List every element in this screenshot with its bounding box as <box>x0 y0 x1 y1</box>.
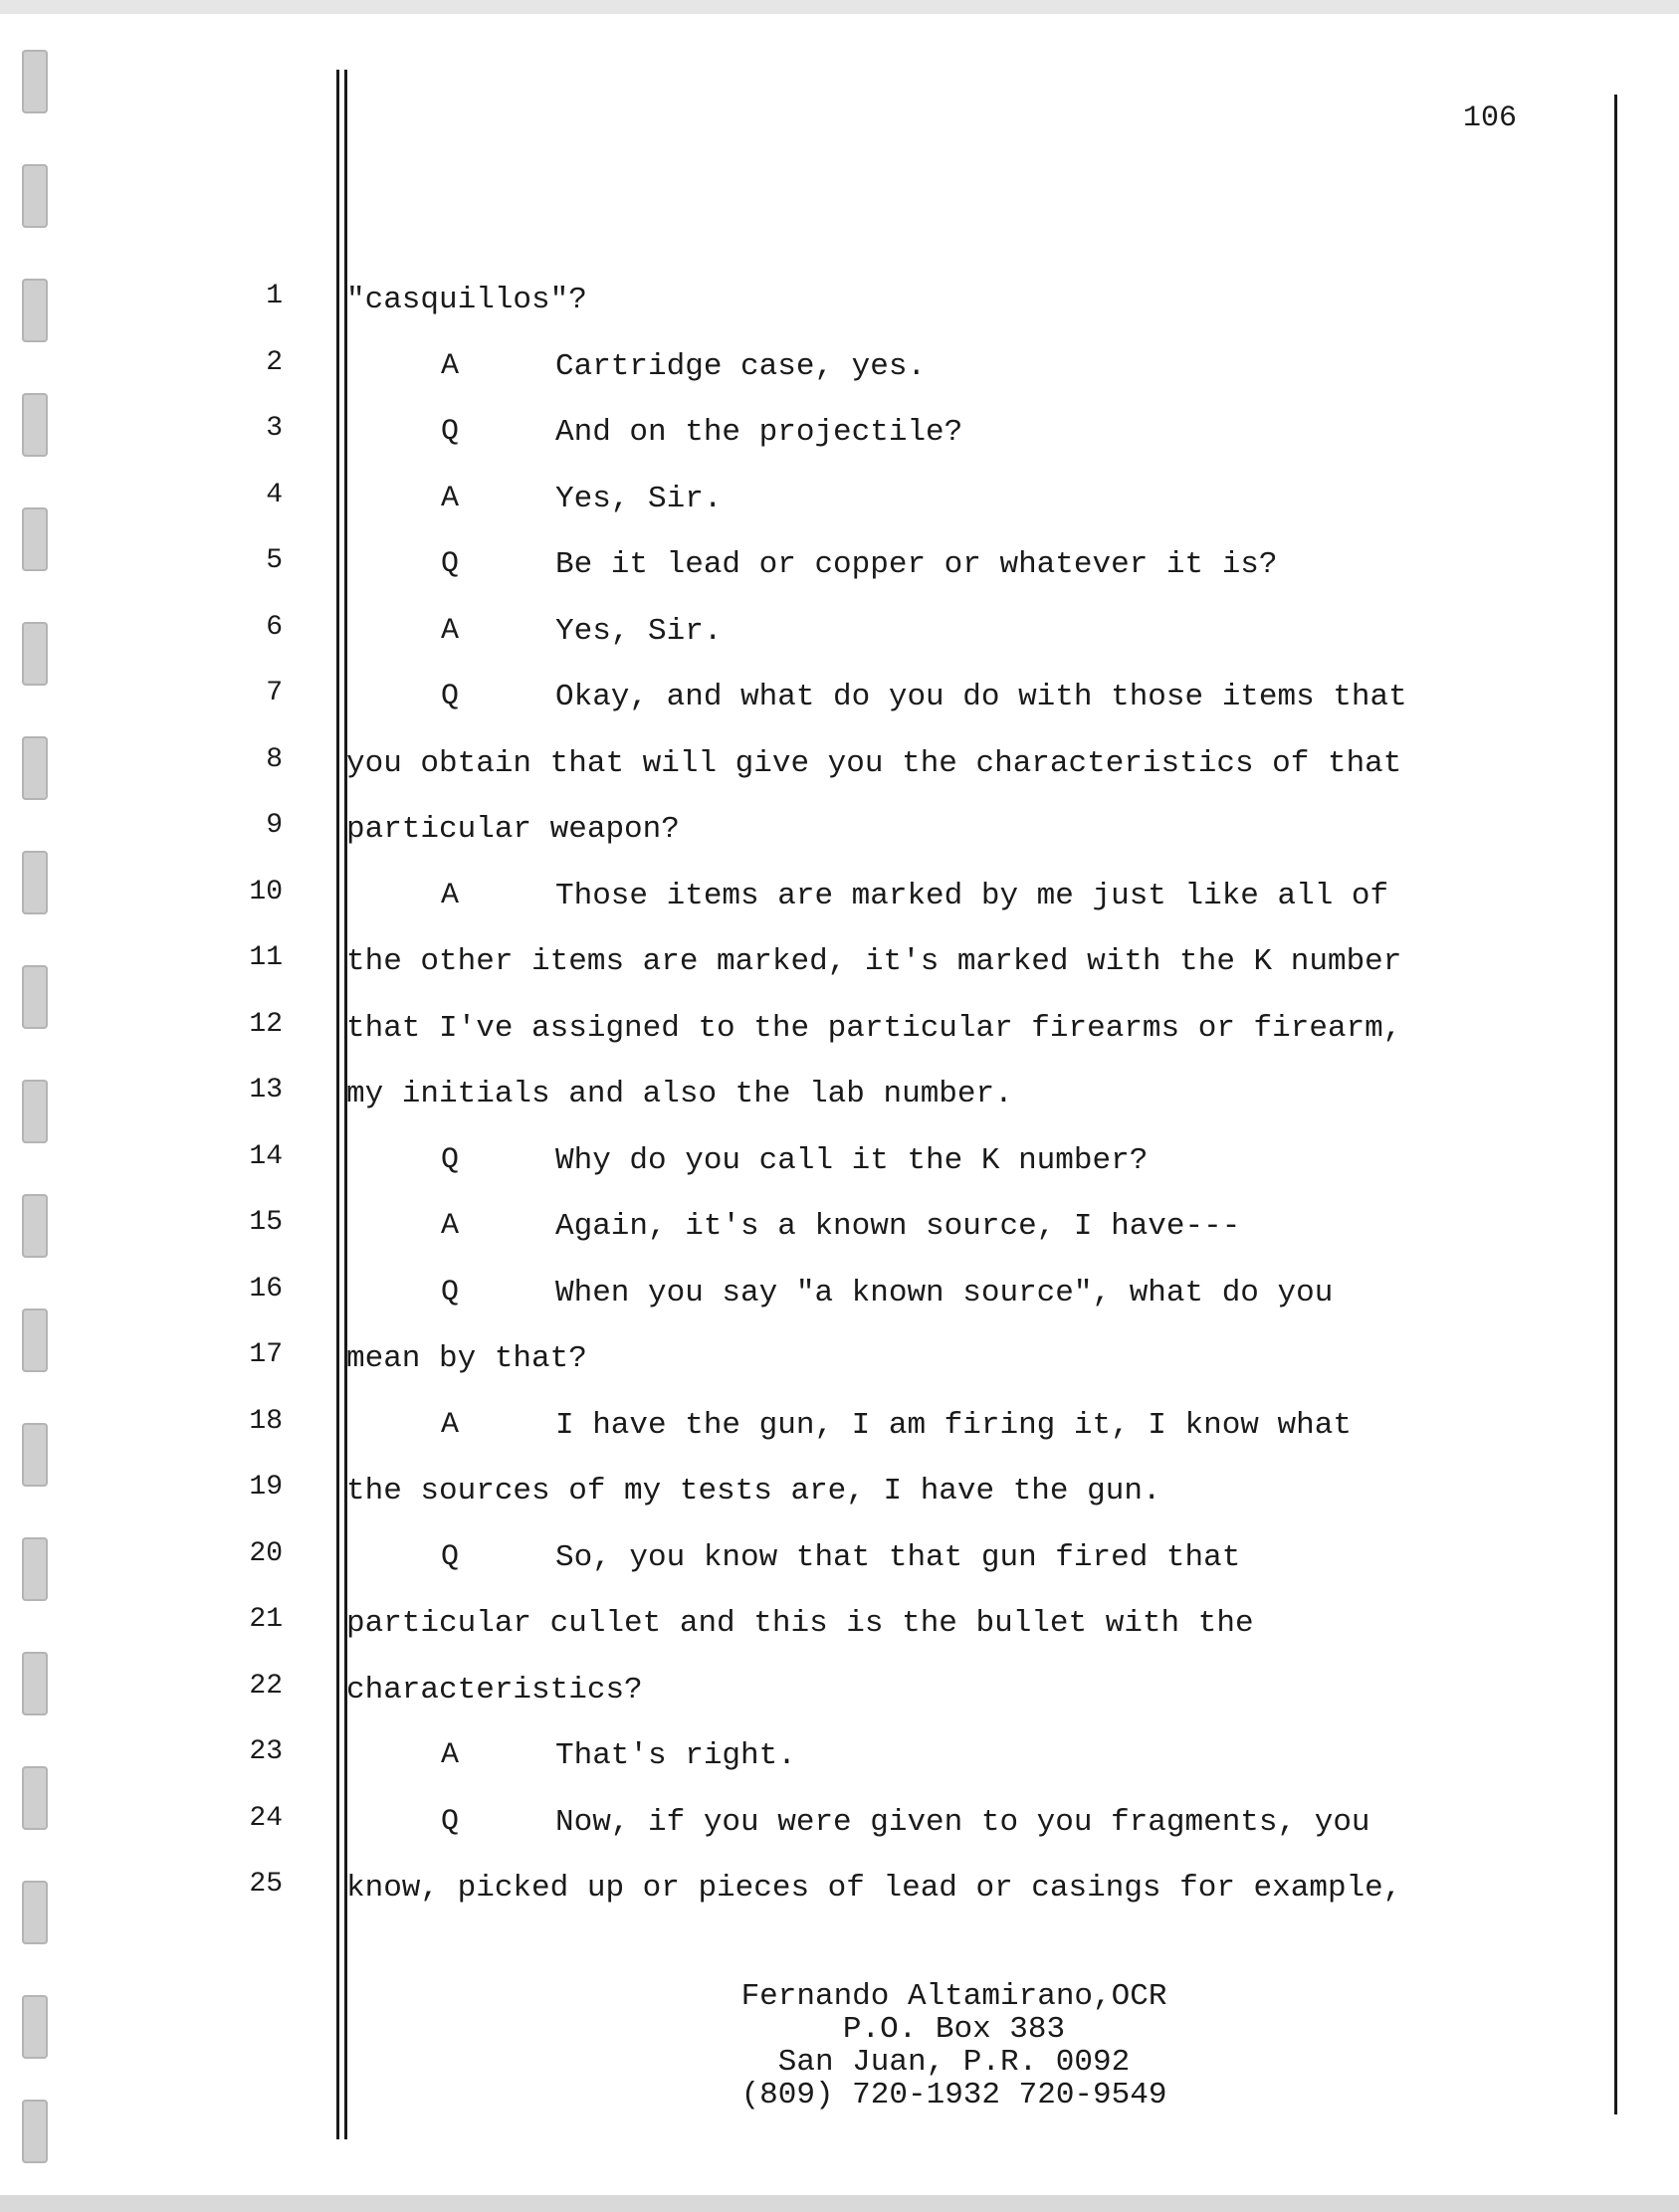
line-number: 17 <box>249 1339 283 1370</box>
speaker-label: Q <box>441 1142 460 1177</box>
transcript-line <box>0 612 1679 672</box>
line-text: Okay, and what do you do with those items that <box>555 680 1407 714</box>
line-text: the other items are marked, it's marked with the K number <box>346 944 1402 979</box>
speaker-label: A <box>441 878 460 912</box>
speaker-label: Q <box>441 1539 460 1574</box>
transcript-line <box>0 347 1679 407</box>
line-number: 21 <box>249 1604 283 1635</box>
line-number: 5 <box>266 545 283 576</box>
line-number: 20 <box>249 1537 283 1569</box>
line-number: 24 <box>249 1802 283 1834</box>
transcript-line <box>0 1207 1679 1267</box>
transcript-line <box>0 1538 1679 1598</box>
transcript-line <box>0 1869 1679 1928</box>
line-number: 18 <box>249 1405 283 1437</box>
speaker-label: A <box>441 348 460 383</box>
transcript-line <box>0 281 1679 340</box>
transcript-line <box>0 1141 1679 1201</box>
line-text: mean by that? <box>346 1341 587 1376</box>
speaker-label: A <box>441 613 460 648</box>
line-number: 8 <box>266 743 283 775</box>
reporter-address-box: P.O. Box 383 <box>842 2012 1066 2047</box>
line-number: 23 <box>249 1736 283 1767</box>
transcript-line <box>0 678 1679 737</box>
transcript-line <box>0 942 1679 1002</box>
reporter-address-city: San Juan, P.R. 0092 <box>777 2045 1131 2080</box>
line-text: And on the projectile? <box>555 415 963 450</box>
speaker-label: Q <box>441 415 460 449</box>
line-number: 6 <box>266 611 283 643</box>
transcript-line <box>0 810 1679 870</box>
line-text: Those items are marked by me just like all of <box>555 878 1389 913</box>
speaker-label: A <box>441 1407 460 1442</box>
line-number: 4 <box>266 479 283 510</box>
line-text: When you say "a known source", what do you <box>555 1275 1334 1310</box>
transcript-line <box>0 545 1679 605</box>
line-number: 7 <box>266 678 283 708</box>
line-text: Now, if you were given to you fragments, you <box>555 1804 1370 1840</box>
line-text: my initials and also the lab number. <box>346 1077 1013 1111</box>
line-text: Be it lead or copper or whatever it is? <box>555 547 1278 582</box>
line-text: the sources of my tests are, I have the gun. <box>346 1474 1161 1508</box>
line-number: 9 <box>266 810 283 841</box>
transcript-line <box>0 1339 1679 1399</box>
speaker-label: A <box>441 1209 460 1243</box>
line-number: 3 <box>266 413 283 444</box>
line-number: 22 <box>249 1670 283 1702</box>
binder-hole <box>22 50 48 113</box>
transcript-line <box>0 1671 1679 1730</box>
line-number: 25 <box>249 1869 283 1900</box>
line-text: that I've assigned to the particular firearms or firearm, <box>346 1010 1402 1046</box>
line-text: I have the gun, I am firing it, I know what <box>555 1407 1352 1443</box>
line-number: 1 <box>266 281 283 311</box>
line-text: Yes, Sir. <box>555 481 723 516</box>
transcript-line <box>0 1274 1679 1333</box>
line-text: Cartridge case, yes. <box>555 348 927 384</box>
speaker-label: Q <box>441 547 460 581</box>
line-text: Why do you call it the K number? <box>555 1142 1149 1178</box>
transcript-line <box>0 1406 1679 1466</box>
transcript-line <box>0 1803 1679 1863</box>
line-number: 16 <box>249 1273 283 1305</box>
transcript-line <box>0 1736 1679 1796</box>
speaker-label: Q <box>441 1804 460 1839</box>
speaker-label: A <box>441 481 460 515</box>
line-text: know, picked up or pieces of lead or casings for example, <box>346 1871 1402 1906</box>
speaker-label: Q <box>441 1275 460 1309</box>
reporter-footer <box>0 1980 1679 2111</box>
line-number: 15 <box>249 1207 283 1238</box>
transcript-line <box>0 1009 1679 1069</box>
line-number: 14 <box>249 1140 283 1172</box>
transcript-line <box>0 1075 1679 1134</box>
line-number: 13 <box>249 1075 283 1106</box>
line-number: 12 <box>249 1008 283 1040</box>
line-text: Again, it's a known source, I have--- <box>555 1209 1241 1244</box>
page-number: 106 <box>1463 101 1518 135</box>
scan-bottom-edge <box>0 2195 1679 2212</box>
scan-top-edge <box>0 0 1679 14</box>
line-text: particular weapon? <box>346 812 680 847</box>
reporter-name: Fernando Altamirano,OCR <box>740 1979 1167 2014</box>
line-text: That's right. <box>555 1738 796 1773</box>
transcript-line <box>0 744 1679 804</box>
transcript-line <box>0 413 1679 473</box>
line-text: "casquillos"? <box>346 283 587 317</box>
line-text: particular cullet and this is the bullet with the <box>346 1606 1254 1641</box>
transcript-line <box>0 480 1679 539</box>
line-number: 10 <box>249 876 283 907</box>
binder-hole <box>22 164 48 228</box>
line-text: Yes, Sir. <box>555 613 723 649</box>
speaker-label: Q <box>441 680 460 713</box>
reporter-phone: (809) 720-1932 720-9549 <box>740 2078 1167 2112</box>
speaker-label: A <box>441 1738 460 1772</box>
line-text: So, you know that that gun fired that <box>555 1539 1241 1575</box>
line-number: 11 <box>249 942 283 973</box>
transcript-line <box>0 1604 1679 1664</box>
line-number: 2 <box>266 346 283 378</box>
line-text: you obtain that will give you the characteristics of that <box>346 745 1402 781</box>
line-text: characteristics? <box>346 1672 643 1708</box>
line-number: 19 <box>249 1472 283 1503</box>
transcript-line <box>0 1472 1679 1531</box>
transcript-line <box>0 877 1679 936</box>
